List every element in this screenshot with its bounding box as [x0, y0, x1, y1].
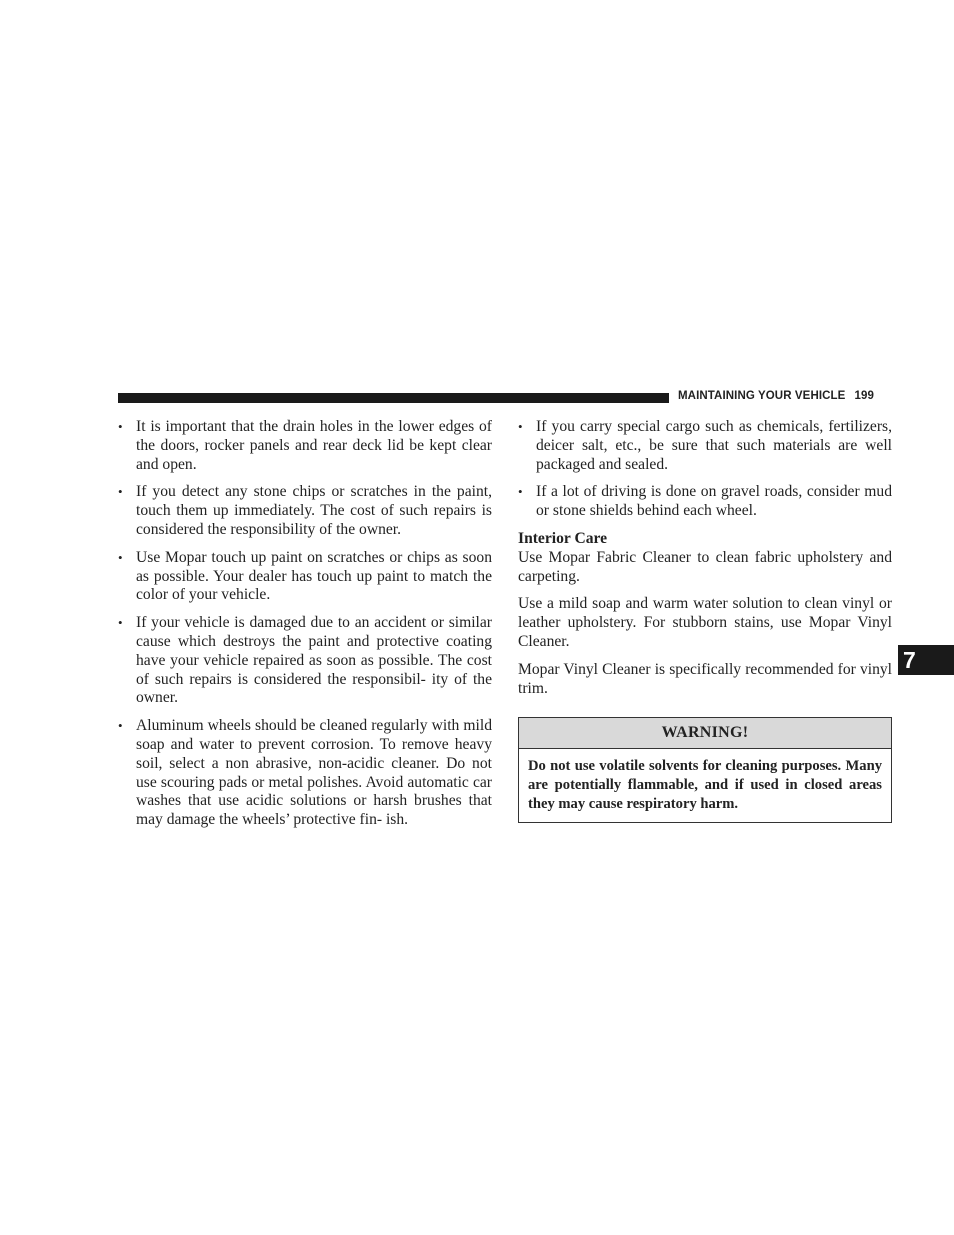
list-item-text: If you detect any stone chips or scratches in the paint, touch them up immediately. The cost of such repairs is considered the responsibility of the owner. [136, 483, 492, 538]
list-item-text: It is important that the drain holes in the lower edges of the doors, rocker panels and rear deck lid be kept clear and open. [136, 418, 492, 473]
section-heading: Interior Care [518, 529, 608, 547]
left-column [118, 418, 492, 839]
section-title: MAINTAINING YOUR VEHICLE [678, 390, 846, 402]
header-rule [118, 393, 669, 403]
list-item-text: Use Mopar touch up paint on scratches or chips as soon as possible. Your dealer has touch up paint to match the color of your vehicle. [136, 548, 492, 604]
running-header [678, 390, 892, 406]
bullet-icon: • [118, 484, 123, 500]
bullet-icon: • [118, 549, 123, 565]
list-item [518, 483, 892, 521]
bullet-icon: • [118, 419, 123, 434]
paragraph: Use Mopar Fabric Cleaner to clean fabric upholstery and carpeting. [518, 548, 892, 585]
bullet-icon: • [518, 419, 523, 434]
list-item [118, 549, 492, 605]
list-item-text: If you carry special cargo such as chemicals, fertilizers, deicer salt, etc., be sure that such materials are well packaged and sealed. [536, 418, 892, 473]
paragraph: Use a mild soap and warm water solution to clean vinyl or leather upholstery. For stubborn stains, use Mopar Vinyl Cleaner. [518, 595, 892, 650]
list-item [118, 614, 492, 708]
list-item-text: If your vehicle is damaged due to an accident or similar cause which destroys the paint and protective coating have your vehicle repaired as soon as possible. The cost of such repairs is considered the responsibil- ity of the owner. [136, 614, 492, 707]
list-item [118, 418, 492, 474]
bullet-icon: • [118, 718, 123, 734]
warning-box [518, 717, 892, 823]
right-column [518, 418, 892, 707]
list-item-text: If a lot of driving is done on gravel roads, consider mud or stone shields behind each wheel. [536, 483, 892, 520]
list-item [518, 418, 892, 474]
warning-text: Do not use volatile solvents for cleaning purposes. Many are potentially flammable, and if used in closed areas they may cause respiratory harm. [528, 758, 882, 812]
chapter-tab: 7 [898, 645, 954, 675]
bullet-icon: • [118, 615, 123, 631]
list-item-text: Aluminum wheels should be cleaned regularly with mild soap and water to prevent corrosion. To remove heavy soil, select a non abrasive, non-acidic cleaner. Do not use scouring pads or metal polishes. Avoid automatic car washes that use acidic solutions or harsh brushes that may damage the wheels’ protective fin- ish. [136, 717, 492, 829]
bullet-icon: • [518, 484, 523, 500]
warning-title: WARNING! [519, 718, 891, 749]
list-item [118, 717, 492, 830]
list-item [118, 483, 492, 539]
page-number: 199 [854, 390, 874, 402]
paragraph: Mopar Vinyl Cleaner is specifically recommended for vinyl trim. [518, 660, 892, 697]
